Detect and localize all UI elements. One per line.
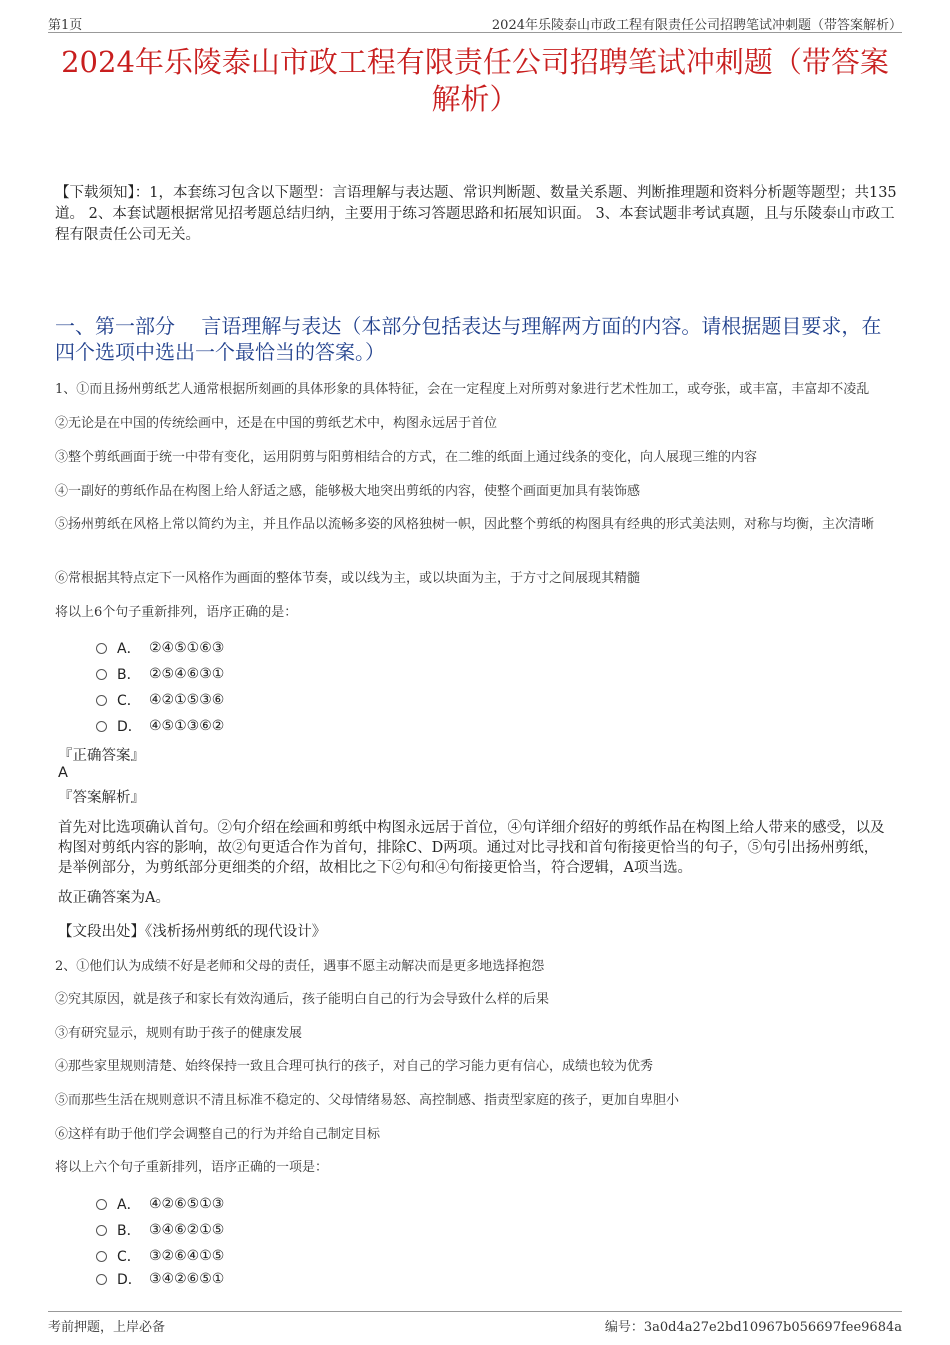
q2-sentence-5: ⑤而那些生活在规则意识不清且标准不稳定的、父母情绪易怒、高控制感、指责型家庭的孩子，更加自卑胆小 [55, 1093, 680, 1108]
q2-option-a[interactable]: A． ④②⑥⑤①③ [96, 1191, 224, 1217]
q2-option-d[interactable]: D． ③④②⑥⑤① [96, 1269, 224, 1289]
analysis-conclusion: 故正确答案为A。 [58, 890, 170, 906]
q1-sentence-6: ⑥常根据其特点定下一风格作为画面的整体节奏，或以线为主，或以块面为主，于方寸之间展现其精髓 [55, 571, 641, 586]
q2-options [96, 1191, 224, 1289]
q2-sentence-6: ⑥这样有助于他们学会调整自己的行为并给自己制定目标 [55, 1127, 381, 1142]
radio-icon[interactable] [96, 1199, 107, 1210]
page-header [48, 10, 902, 33]
q1-option-d[interactable]: D． ④⑤①③⑥② [96, 713, 224, 739]
footer-slogan: 考前押题，上岸必备 [48, 1320, 166, 1335]
q1-sentence-3: ③整个剪纸画面于统一中带有变化，运用阴剪与阳剪相结合的方式，在二维的纸面上通过线条的变化，向人展现三维的内容 [55, 450, 758, 465]
q2-sentence-4: ④那些家里规则清楚、始终保持一致且合理可执行的孩子，对自己的学习能力更有信心，成绩也较为优秀 [55, 1059, 654, 1074]
footer-code: 编号：3a0d4a27e2bd10967b056697fee9684a [604, 1320, 902, 1335]
radio-icon[interactable] [96, 1251, 107, 1262]
document-title: 2024年乐陵泰山市政工程有限责任公司招聘笔试冲刺题（带答案解析） [61, 45, 889, 116]
q2-option-b[interactable]: B． ③④⑥②①⑤ [96, 1217, 224, 1243]
source-citation: 【文段出处】《浅析扬州剪纸的现代设计》 [58, 924, 327, 940]
section-heading: 一、第一部分 言语理解与表达（本部分包括表达与理解两方面的内容。请根据题目要求，在四个选项中选出一个最恰当的答案。） [55, 314, 882, 364]
q1-sentence-2: ②无论是在中国的传统绘画中，还是在中国的剪纸艺术中，构图永远居于首位 [55, 416, 498, 431]
q2-sentence-1: 2、①他们认为成绩不好是老师和父母的责任，遇事不愿主动解决而是更多地选择抱怨 [55, 959, 545, 974]
q2-option-c[interactable]: C． ③②⑥④①⑤ [96, 1243, 224, 1269]
q2-prompt: 将以上六个句子重新排列，语序正确的一项是： [55, 1160, 329, 1175]
analysis-text: 首先对比选项确认首句。②句介绍在绘画和剪纸中构图永远居于首位，④句详细介绍好的剪纸作品在构图上给人带来的感受，以及构图对剪纸内容的影响，故②句更适合作为首句，排除C、D两项。通过对比寻找和首句衔接更恰当的句子，⑤句引出扬州剪纸，是举例部分，为剪纸部分更细类的介绍，故相比之下②句和④句衔接更恰当，符合逻辑，A项当选。 [58, 820, 885, 876]
radio-icon[interactable] [96, 695, 107, 706]
q1-option-b[interactable]: B． ②⑤④⑥③① [96, 661, 224, 687]
answer-value: A [58, 765, 68, 781]
q1-options [96, 635, 224, 739]
page-footer [48, 1311, 902, 1335]
q2-sentence-3: ③有研究显示，规则有助于孩子的健康发展 [55, 1026, 303, 1041]
radio-icon[interactable] [96, 721, 107, 732]
q1-option-a[interactable]: A． ②④⑤①⑥③ [96, 635, 224, 661]
q1-sentence-5: ⑤扬州剪纸在风格上常以简约为主，并且作品以流畅多姿的风格独树一帜，因此整个剪纸的构图具有经典的形式美法则，对称与均衡，主次清晰 [55, 517, 875, 532]
q1-prompt: 将以上6个句子重新排列，语序正确的是： [55, 605, 298, 620]
radio-icon[interactable] [96, 669, 107, 680]
header-doc-title: 2024年乐陵泰山市政工程有限责任公司招聘笔试冲刺题（带答案解析） [491, 18, 902, 33]
radio-icon[interactable] [96, 1274, 107, 1285]
q1-sentence-4: ④一副好的剪纸作品在构图上给人舒适之感，能够极大地突出剪纸的内容，使整个画面更加具有装饰感 [55, 484, 641, 499]
radio-icon[interactable] [96, 1225, 107, 1236]
analysis-label: 『答案解析』 [58, 790, 145, 806]
q1-sentence-1: 1、①而且扬州剪纸艺人通常根据所刻画的具体形象的具体特征，会在一定程度上对所剪对象进行艺术性加工，或夸张，或丰富，丰富却不凌乱 [55, 382, 870, 397]
answer-label: 『正确答案』 [58, 748, 145, 764]
q2-sentence-2: ②究其原因，就是孩子和家长有效沟通后，孩子能明白自己的行为会导致什么样的后果 [55, 992, 550, 1007]
q1-option-c[interactable]: C． ④②①⑤③⑥ [96, 687, 224, 713]
download-notice: 【下载须知】：1，本套练习包含以下题型：言语理解与表达题、常识判断题、数量关系题、判断推理题和资料分析题等题型；共135道。 2、本套试题根据常见招考题总结归纳，主要用于练习答题思路和拓展知识面。 3、本套试题非考试真题，且与乐陵泰山市政工程有限责任公司无关。 [55, 185, 897, 243]
page-number: 第1页 [48, 18, 83, 33]
radio-icon[interactable] [96, 643, 107, 654]
